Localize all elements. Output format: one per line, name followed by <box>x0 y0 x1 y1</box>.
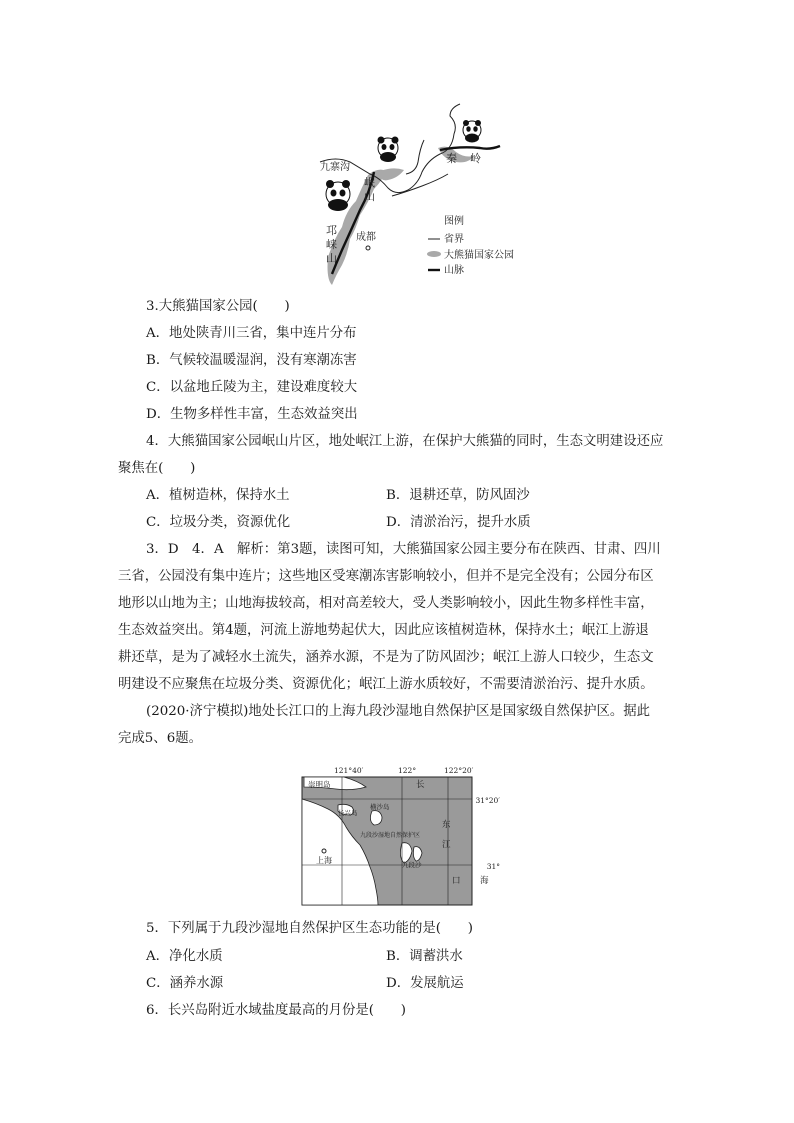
label-chongming: 崇明岛 <box>308 780 331 789</box>
label-chang: 长 <box>416 780 425 790</box>
q3-stem: 3.大熊猫国家公园( ) <box>146 299 290 314</box>
legend-item-mountain: 山脉 <box>444 265 464 276</box>
label-qionglai-3: 山 <box>326 252 337 265</box>
label-hengsha: 横沙岛 <box>370 803 390 811</box>
q5-option-d[interactable]: D．发展航运 <box>386 976 464 991</box>
intro-line-2: 完成5、6题。 <box>118 731 202 746</box>
label-kou: 口 <box>452 876 461 886</box>
chengdu-marker <box>366 246 370 250</box>
q4-stem-line1: 4．大熊猫国家公园岷山片区，地处岷江上游，在保护大熊猫的同时，生态文明建设还应 <box>146 434 664 449</box>
answer-line-1: 3．D 4．A 解析：第3题，读图可知，大熊猫国家公园主要分布在陕西、甘肃、四川 <box>146 542 661 557</box>
label-dong: 东 <box>442 820 451 830</box>
q4-option-d[interactable]: D．清淤治污，提升水质 <box>386 515 531 530</box>
label-changxing: 长兴岛 <box>338 809 358 817</box>
panda-park-map <box>308 102 538 292</box>
label-hai: 海 <box>480 876 489 886</box>
legend-item-park: 大熊猫国家公园 <box>444 250 514 261</box>
land-hengsha <box>370 811 382 825</box>
label-qinling-2: 岭 <box>470 152 481 165</box>
label-minshan-1: 岷 <box>364 176 375 189</box>
tick-right-1: 31°20′ <box>475 796 500 805</box>
tick-top-2: 122° <box>398 766 417 775</box>
answer-line-3: 地形以山地为主；山地海拔较高，相对高差较大，受人类影响较小，因此生物多样性丰富， <box>118 596 654 611</box>
answer-line-2: 三省，公园没有集中连片；这些地区受寒潮冻害影响较小，但并不是完全没有；公园分布区 <box>118 569 654 584</box>
panda-icon <box>326 180 350 211</box>
q5-option-b[interactable]: B．调蓄洪水 <box>386 949 463 964</box>
label-jiuduansha: 九段沙 <box>402 861 422 869</box>
q3-option-d[interactable]: D．生物多样性丰富，生态效益突出 <box>146 407 358 422</box>
answer-line-5: 耕还草，是为了减轻水土流失，涵养水源，不是为了防风固沙；岷江上游人口较少，生态文 <box>118 650 654 665</box>
tick-right-2: 31° <box>486 862 500 871</box>
tick-top-3: 122°20′ <box>444 766 474 775</box>
q6-stem: 6．长兴岛附近水域盐度最高的月份是( ) <box>146 1003 406 1018</box>
label-jiang: 江 <box>442 840 451 850</box>
q5-option-c[interactable]: C．涵养水源 <box>146 976 224 991</box>
label-jiuzhaigou: 九寨沟 <box>320 162 350 173</box>
intro-line-1: (2020·济宁模拟)地处长江口的上海九段沙湿地自然保护区是国家级自然保护区。据此 <box>146 704 651 719</box>
q4-stem-line2: 聚焦在( ) <box>118 461 196 476</box>
label-shanghai: 上海 <box>316 856 332 865</box>
q5-option-a[interactable]: A．净化水质 <box>146 949 223 964</box>
q4-option-c[interactable]: C．垃圾分类，资源优化 <box>146 515 291 530</box>
label-chengdu: 成都 <box>356 232 376 243</box>
q3-option-c[interactable]: C．以盆地丘陵为主，建设难度较大 <box>146 380 358 395</box>
q3-option-a[interactable]: A．地处陕青川三省，集中连片分布 <box>146 326 357 341</box>
panda-icon <box>378 137 399 163</box>
label-qionglai-1: 邛 <box>326 224 337 237</box>
legend-item-border: 省界 <box>444 234 464 245</box>
legend-swatch-park <box>427 251 441 257</box>
map-legend <box>427 214 514 276</box>
label-qinling-1: 秦 <box>446 152 457 165</box>
panda-icon <box>463 120 481 143</box>
q4-option-a[interactable]: A．植树造林，保持水土 <box>146 488 290 503</box>
label-qionglai-2: 崃 <box>326 238 337 251</box>
q3-option-b[interactable]: B．气候较温暖湿润，没有寒潮冻害 <box>146 353 357 368</box>
label-reserve: 九段沙湿地自然保护区 <box>360 832 421 839</box>
answer-line-6: 明建设不应聚焦在垃圾分类、资源优化；岷江上游水质较好，不需要清淤治污、提升水质。 <box>118 677 654 692</box>
q4-option-b[interactable]: B．退耕还草，防风固沙 <box>386 488 530 503</box>
answer-line-4: 生态效益突出。第4题，河流上游地势起伏大，因此应该植树造林，保持水土；岷江上游退 <box>118 623 649 638</box>
label-minshan-2: 山 <box>364 190 375 203</box>
tick-top-1: 121°40′ <box>334 766 364 775</box>
legend-title: 图例 <box>444 216 464 227</box>
jiuduansha-map <box>298 765 500 907</box>
q5-stem: 5．下列属于九段沙湿地自然保护区生态功能的是( ) <box>146 921 473 936</box>
